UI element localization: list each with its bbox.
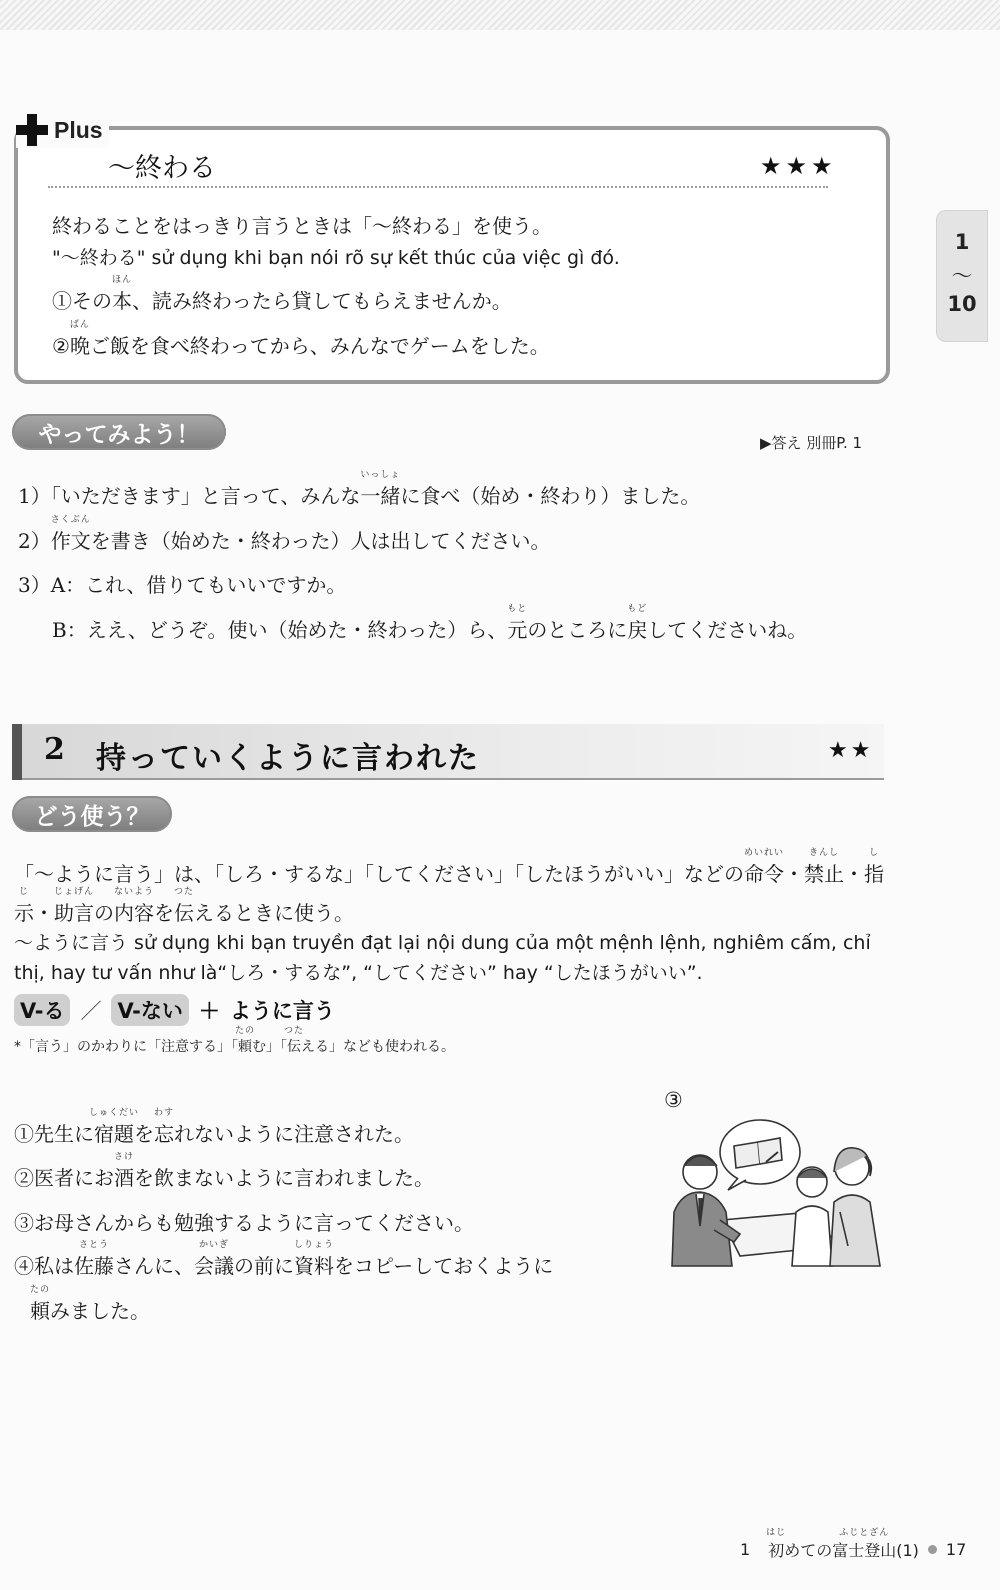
usage-explanation-jp-1: 「〜ように言う」は、「しろ・するな」「してください」「したほうがいい」などの命令 めいれい ・禁止 きんし ・指 し	[14, 848, 884, 886]
exercise-2: 2）作文 さくぶん を書き（始めた・終わった）人は出してください。	[18, 515, 551, 553]
plus-explanation-jp: 終わることをはっきり言うときは「〜終わる」を使う。	[52, 214, 552, 238]
practice-pill: やってみよう！	[12, 414, 226, 450]
ruby-word: 命令 めいれい	[743, 848, 785, 886]
side-tab-top: 1	[954, 230, 970, 254]
page-number: 17	[945, 1540, 967, 1559]
exercise-3b: B：ええ、どうぞ。使い（始めた・終わった）ら、元 もと のところに戻 もど してくださいね。	[52, 604, 808, 642]
ruby-word: 内容 ないよう	[113, 887, 155, 925]
ruby-word: 伝 つた	[283, 1026, 305, 1055]
ruby-word: 一緒 いっしょ	[360, 470, 401, 508]
exercise-1: 1）「いただきます」と言って、みんな一緒 いっしょ に食べ（始め・終わり）ました。	[18, 470, 701, 508]
ruby-word: 禁止 きんし	[804, 848, 844, 886]
example-4-continued: 頼 たの みました。	[29, 1285, 150, 1323]
plus-label-text: Plus	[54, 116, 103, 143]
ruby-word: 会議 かいぎ	[194, 1240, 234, 1278]
side-tab-mid: 〜	[951, 264, 973, 288]
chapter-side-tab	[936, 210, 988, 342]
ruby-word: 助言 じょげん	[53, 887, 95, 925]
ruby-word: 本 ほん	[111, 275, 133, 313]
section-2-number: 2	[44, 732, 65, 767]
ruby-word: 指 し	[864, 848, 884, 886]
formula-v-nai: V-ない	[111, 994, 188, 1026]
exercise-3a: 3）A：これ、借りてもいいですか。	[18, 573, 347, 597]
ruby-word: 資料 しりょう	[293, 1240, 335, 1278]
answer-reference: ▶答え 別冊P. 1	[760, 434, 863, 452]
plus-label	[16, 112, 109, 148]
ruby-word: 頼 たの	[234, 1026, 256, 1055]
formula-v-ru: V-る	[14, 994, 70, 1026]
usage-explanation-vi-2: thị, hay tư vấn như là“しろ・するな”, “してください” hay “したほうがいい”.	[14, 962, 703, 984]
page-footer	[740, 1528, 967, 1561]
ruby-word: 初 はじ	[766, 1528, 787, 1560]
ruby-word: 酒 さけ	[113, 1152, 135, 1190]
usage-pill: どう使う？	[12, 796, 172, 832]
top-decorative-band	[0, 0, 1000, 30]
ruby-word: 富士登山 ふじとざん	[832, 1528, 897, 1560]
ruby-word: 示 じ	[14, 887, 34, 925]
section-2-title: 持っていくように言われた	[96, 741, 480, 776]
example-1: ①先生に宿題 しゅくだい を忘 わす れないように注意された。	[14, 1108, 414, 1146]
footer-dot	[928, 1545, 937, 1554]
example-3: ③お母さんからも勉強するように言ってください。	[14, 1211, 474, 1235]
grammar-formula	[14, 994, 335, 1026]
plus-difficulty-stars: ★★★	[760, 152, 837, 180]
ruby-word: 作文 さくぶん	[50, 515, 91, 553]
ruby-word: 元 もと	[507, 604, 528, 642]
plus-divider	[48, 186, 828, 188]
example-4: ④私は佐藤 さとう さんに、会議 かいぎ の前に資料 しりょう をコピーしておくように	[14, 1240, 554, 1278]
ruby-word: 頼 たの	[29, 1285, 51, 1323]
example-2: ②医者にお酒 さけ を飲まないように言われました。	[14, 1152, 434, 1190]
footer-chapter-number: 1	[740, 1540, 751, 1559]
usage-explanation-vi-1: 〜ように言う sử dụng khi bạn truyền đạt lại nội dung của một mệnh lệnh, nghiêm cấm, chỉ	[14, 932, 871, 954]
formula-plus: ＋	[198, 999, 220, 1023]
section-2-accent	[12, 724, 22, 780]
footer-chapter-title: 初 はじ めての富士登山 ふじとざん (1)	[766, 1528, 919, 1560]
illustration-label: ③	[664, 1088, 683, 1112]
ruby-word: 戻 もど	[627, 604, 648, 642]
usage-explanation-jp-2: 示 じ ・助言 じょげん の内容 ないよう を伝 つた えるときに使う。	[14, 887, 354, 925]
usage-note: *「言う」のかわりに「注意する」「頼 たの む」「伝 つた える」なども使われる。	[14, 1026, 455, 1055]
ruby-word: 晩 ばん	[69, 320, 90, 358]
plus-example-1: ①その本 ほん 、読み終わったら貸してもらえませんか。	[52, 275, 512, 313]
teacher-parent-illustration	[662, 1116, 888, 1276]
plus-explanation-vi: "〜終わる" sử dụng khi bạn nói rõ sự kết thúc của việc gì đó.	[52, 247, 620, 269]
formula-slash: ／	[80, 999, 102, 1023]
side-tab-bottom: 10	[947, 292, 977, 316]
formula-pattern: ように言う	[229, 999, 335, 1023]
ruby-word: 佐藤 さとう	[74, 1240, 114, 1278]
ruby-word: 宿題 しゅくだい	[88, 1108, 140, 1146]
ruby-word: 忘 わす	[153, 1108, 175, 1146]
plus-title: 〜終わる	[108, 153, 216, 184]
ruby-word: 伝 つた	[173, 887, 195, 925]
plus-example-2: ②晩 ばん ご飯を食べ終わってから、みんなでゲームをした。	[52, 320, 550, 358]
plus-icon	[16, 114, 48, 146]
section-2-difficulty-stars: ★★	[828, 738, 874, 763]
